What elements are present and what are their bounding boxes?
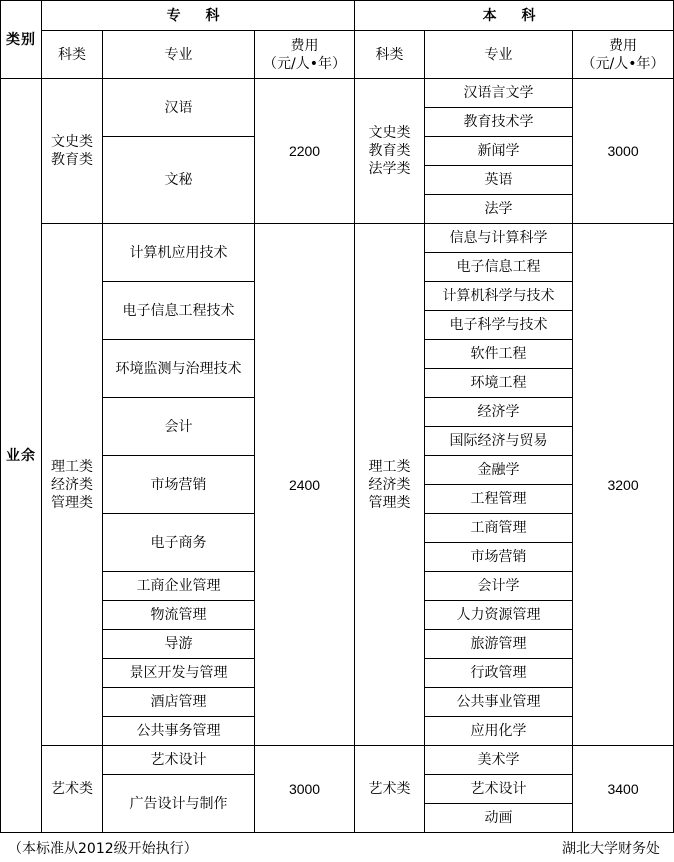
- zhuanke-major-cell: 广告设计与制作: [103, 775, 255, 833]
- benke-major-cell: 公共事业管理: [425, 688, 573, 717]
- zhuanke-major-header: 专业: [103, 31, 255, 79]
- group-header-row: [1, 1, 674, 31]
- benke-major-cell: 应用化学: [425, 717, 573, 746]
- zhuanke-major-cell: 市场营销: [103, 456, 255, 514]
- benke-major-cell: 汉语言文学: [425, 79, 573, 108]
- zhuanke-major-cell: 艺术设计: [103, 746, 255, 775]
- benke-major-cell: 动画: [425, 804, 573, 833]
- benke-major-cell: 教育技术学: [425, 108, 573, 137]
- benke-major-cell: 环境工程: [425, 369, 573, 398]
- benke-major-cell: 软件工程: [425, 340, 573, 369]
- benke-major-cell: 艺术设计: [425, 775, 573, 804]
- zhuanke-major-cell: 文秘: [103, 137, 255, 224]
- zhuanke-fee-group1: 2200: [255, 79, 355, 224]
- benke-fee-group3: 3400: [573, 746, 674, 833]
- benke-major-cell: 电子科学与技术: [425, 311, 573, 340]
- benke-fee-group2: 3200: [573, 224, 674, 746]
- zhuanke-major-cell: 电子商务: [103, 514, 255, 572]
- benke-fee-group1: 3000: [573, 79, 674, 224]
- zhuanke-kelei-header: 科类: [42, 31, 103, 79]
- benke-kelei-group3: 艺术类: [355, 746, 425, 833]
- benke-major-cell: 电子信息工程: [425, 253, 573, 282]
- benke-major-cell: 国际经济与贸易: [425, 427, 573, 456]
- benke-major-cell: 工程管理: [425, 485, 573, 514]
- category-header: 类别: [1, 1, 42, 79]
- benke-major-cell: 会计学: [425, 572, 573, 601]
- benke-major-cell: 市场营销: [425, 543, 573, 572]
- zhuanke-major-cell: 会计: [103, 398, 255, 456]
- benke-kelei-group2: 理工类 经济类 管理类: [355, 224, 425, 746]
- benke-major-cell: 美术学: [425, 746, 573, 775]
- benke-fee-header: 费用 （元/人•年）: [573, 31, 674, 79]
- footer: [0, 832, 674, 862]
- effective-note: （本标准从2012级开始执行）: [8, 841, 198, 857]
- benke-major-cell: 工商管理: [425, 514, 573, 543]
- benke-major-cell: 计算机科学与技术: [425, 282, 573, 311]
- benke-kelei-group1: 文史类 教育类 法学类: [355, 79, 425, 224]
- zhuanke-major-cell: 导游: [103, 630, 255, 659]
- benke-major-cell: 经济学: [425, 398, 573, 427]
- benke-major-cell: 旅游管理: [425, 630, 573, 659]
- benke-major-cell: 信息与计算科学: [425, 224, 573, 253]
- zhuanke-kelei-group3: 艺术类: [42, 746, 103, 833]
- zhuanke-fee-group2: 2400: [255, 224, 355, 746]
- benke-major-cell: 新闻学: [425, 137, 573, 166]
- zhuanke-major-cell: 环境监测与治理技术: [103, 340, 255, 398]
- zhuanke-major-cell: 计算机应用技术: [103, 224, 255, 282]
- benke-major-cell: 法学: [425, 195, 573, 224]
- zhuanke-fee-header: 费用 （元/人•年）: [255, 31, 355, 79]
- zhuanke-major-cell: 公共事务管理: [103, 717, 255, 746]
- zhuanke-major-cell: 酒店管理: [103, 688, 255, 717]
- zhuanke-fee-group3: 3000: [255, 746, 355, 833]
- zhuanke-major-cell: 电子信息工程技术: [103, 282, 255, 340]
- benke-kelei-header: 科类: [355, 31, 425, 79]
- zhuanke-header: 专 科: [42, 1, 355, 31]
- issuing-office: 湖北大学财务处: [562, 841, 660, 857]
- zhuanke-major-cell: 汉语: [103, 79, 255, 137]
- column-header-row: [1, 31, 674, 79]
- benke-major-cell: 金融学: [425, 456, 573, 485]
- zhuanke-major-cell: 物流管理: [103, 601, 255, 630]
- zhuanke-major-cell: 景区开发与管理: [103, 659, 255, 688]
- benke-header: 本 科: [355, 1, 674, 31]
- benke-major-cell: 行政管理: [425, 659, 573, 688]
- benke-major-cell: 人力资源管理: [425, 601, 573, 630]
- benke-major-cell: 英语: [425, 166, 573, 195]
- category-value: 业余: [1, 79, 42, 833]
- zhuanke-kelei-group2: 理工类 经济类 管理类: [42, 224, 103, 746]
- zhuanke-major-cell: 工商企业管理: [103, 572, 255, 601]
- benke-major-header: 专业: [425, 31, 573, 79]
- zhuanke-kelei-group1: 文史类 教育类: [42, 79, 103, 224]
